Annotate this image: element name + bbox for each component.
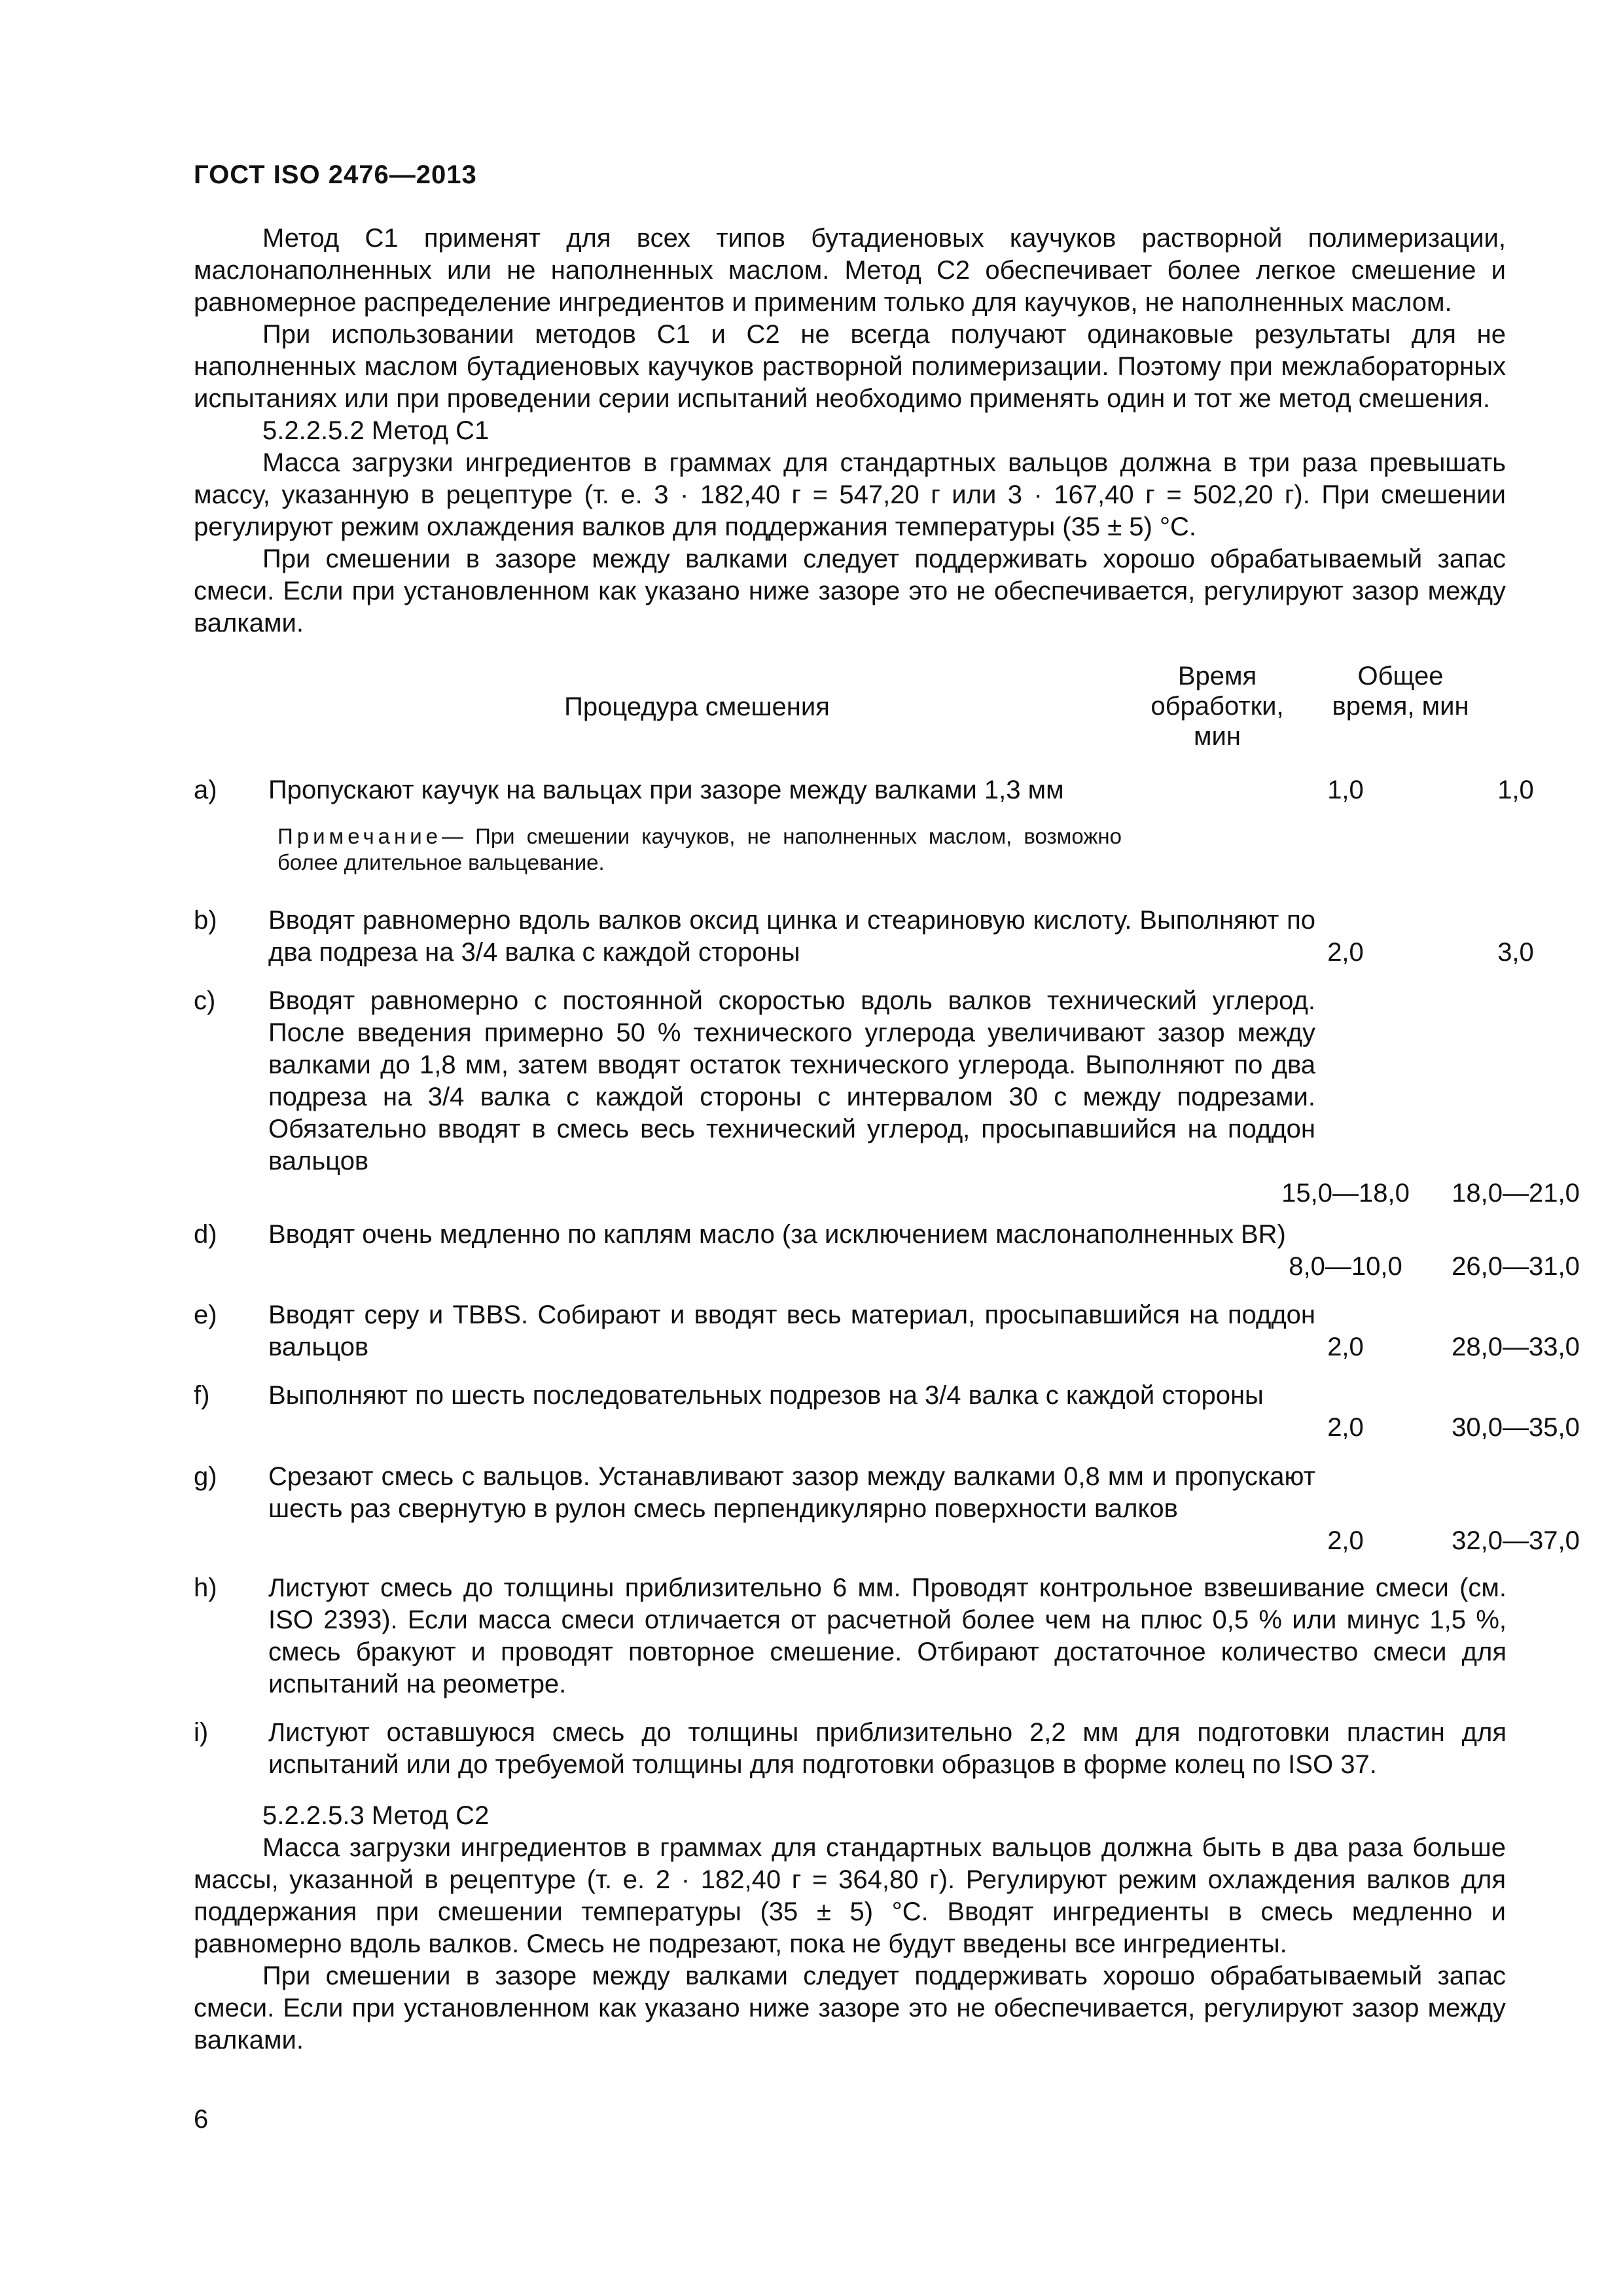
table-row: d) Вводят очень медленно по каплям масло (за исключением маслонаполненных BR) 8,0—10,0 26,0—31,0 xyxy=(194,1220,1580,1281)
table-note xyxy=(277,823,1122,876)
paragraph: Масса загрузки ингредиентов в граммах для стандартных вальцов должна быть в два раза больше массы, указанной в рецептуре (т. е. 2 · 182,40 г = 364,80 г). Регулируют режим охлаждения валков для поддержания при смешении температуры (35 ± 5) °C. Вводят ингредиенты в смесь медленно и равномерно вдоль валков. Смесь не подрезают, пока не будут введены все ингредиенты. xyxy=(194,1833,1506,1958)
paragraph: При использовании методов C1 и C2 не всегда получают одинаковые результаты для не наполненных маслом бутадиеновых каучуков растворной полимеризации. Поэтому при межлабораторных испытаниях или при проведении серии испытаний необходимо применять один и тот же метод смешения. xyxy=(194,320,1506,413)
note-label: Примечание xyxy=(277,824,442,848)
paragraph: Масса загрузки ингредиентов в граммах для стандартных вальцов должна в три раза превышать массу, указанную в рецептуре (т. е. 3 · 182,40 г = 547,20 г или 3 · 167,40 г = 502,20 г). При смешении регулируют режим охлаждения валков для поддержания температуры (35 ± 5) °C. xyxy=(194,448,1506,541)
section-heading: 5.2.2.5.2 Метод C1 xyxy=(262,416,490,445)
column-header-time: Время обработки, мин xyxy=(1150,662,1284,751)
paragraph: При смешении в зазоре между валками следует поддерживать хорошо обрабатываемый запас смеси. Если при установленном как указано ниже зазоре это не обеспечивается, регулируют зазор между валками. xyxy=(194,545,1506,637)
column-header-procedure: Процедура смешения xyxy=(564,692,830,721)
table-row: e) Вводят серу и TBBS. Собирают и вводят весь материал, просыпавшийся на поддон вальцов 2,0 28,0—33,0 xyxy=(194,1300,1580,1361)
page-number: 6 xyxy=(194,2105,209,2134)
paragraph: Метод C1 применят для всех типов бутадиеновых каучуков растворной полимеризации, маслонаполненных или не наполненных маслом. Метод C2 обеспечивает более легкое смешение и равномерное распределение ингредиентов и применим только для каучуков, не наполненных маслом. xyxy=(194,224,1506,317)
document-header: ГОСТ ISO 2476—2013 xyxy=(194,160,477,189)
intro-section xyxy=(194,223,1506,639)
note-text: — При смешении каучуков, не наполненных маслом, возможно более длительное вальцевание. xyxy=(277,824,1122,874)
table-row: b) Вводят равномерно вдоль валков оксид цинка и стеариновую кислоту. Выполняют по два подреза на 3/4 валка с каждой стороны 2,0 3,0 xyxy=(194,906,1534,967)
table-row: c) Вводят равномерно с постоянной скоростью вдоль валков технический углерод. После введения примерно 50 % технического углерода увеличивают зазор между валками до 1,8 мм, затем вводят остаток технического углерода. Выполняют по два подреза на 3/4 валка с каждой стороны с интервалом 30 с между подрезами. Обязательно вводят в смесь весь технический углерод, просыпавшийся на поддон вальцов 15,0—18,0 18,0—21,0 xyxy=(194,986,1580,1208)
procedure-step: h) Листуют смесь до толщины приблизительно 6 мм. Проводят контрольное взвешивание смеси (см. ISO 2393). Если масса смеси отличается от расчетной более чем на плюс 0,5 % или минус 1,5 %, смесь бракуют и проводят повторное смешение. Отбирают достаточное количество смеси для испытаний на реометре. xyxy=(194,1573,1507,1698)
section-heading: 5.2.2.5.3 Метод C2 xyxy=(262,1801,490,1830)
section-c2 xyxy=(194,1800,1506,2056)
table-row: f) Выполняют по шесть последовательных подрезов на 3/4 валка с каждой стороны 2,0 30,0—35,0 xyxy=(194,1381,1580,1442)
paragraph: При смешении в зазоре между валками следует поддерживать хорошо обрабатываемый запас смеси. Если при установленном как указано ниже зазоре это не обеспечивается, регулируют зазор между валками. xyxy=(194,1962,1506,2054)
table-row: g) Срезают смесь с вальцов. Устанавливают зазор между валками 0,8 мм и пропускают шесть раз свернутую в рулон смесь перпендикулярно поверхности валков 2,0 32,0—37,0 xyxy=(194,1462,1580,1555)
table-row: a) Пропускают каучук на вальцах при зазоре между валками 1,3 мм 1,0 1,0 xyxy=(194,776,1534,804)
procedure-step: i) Листуют оставшуюся смесь до толщины приблизительно 2,2 мм для подготовки пластин для испытаний или до требуемой толщины для подготовки образцов в форме колец по ISO 37. xyxy=(194,1718,1507,1779)
column-header-total: Общее время, мин xyxy=(1332,662,1469,721)
